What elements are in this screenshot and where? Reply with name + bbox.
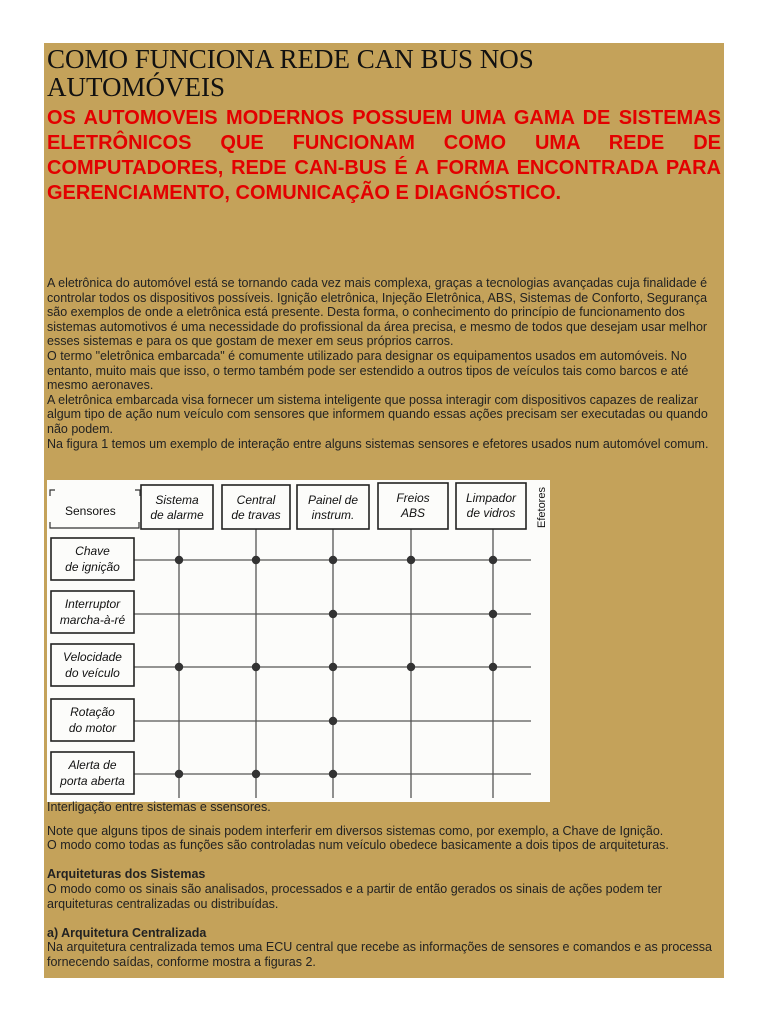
sensor-label: de ignição bbox=[65, 560, 120, 574]
effectors-label: Efetores bbox=[536, 487, 548, 528]
sensor-label: Interruptor bbox=[64, 597, 121, 611]
page-title: COMO FUNCIONA REDE CAN BUS NOS AUTOMÓVEIS bbox=[47, 44, 534, 102]
system-label: Painel de bbox=[307, 493, 359, 507]
system-label: Freios bbox=[396, 491, 430, 505]
system-label: instrum. bbox=[311, 508, 355, 522]
sensor-label: porta aberta bbox=[60, 774, 125, 788]
connection-dot bbox=[252, 663, 260, 671]
connection-dot bbox=[329, 663, 337, 671]
system-label: Limpador bbox=[465, 491, 517, 505]
connection-dot bbox=[329, 770, 337, 778]
paragraph: A eletrônica embarcada visa fornecer um sistema inteligente que possa interagir com dispositivos capazes de realizar algum tipo de ação num veículo com sensores que informem quando essas ações precisam ser executadas ou quando não podem. bbox=[47, 392, 708, 436]
system-label: de alarme bbox=[150, 508, 204, 522]
paragraph: Note que alguns tipos de sinais podem interferir em diversos sistemas como, por exemplo, a Chave de Ignição. bbox=[47, 823, 664, 838]
connection-dot bbox=[489, 610, 497, 618]
paragraph: O modo como os sinais são analisados, processados e a partir de então gerados os sinais de ações podem ter arquiteturas centralizadas ou distribuídas. bbox=[47, 881, 662, 911]
connection-dot bbox=[329, 610, 337, 618]
sensor-label: do motor bbox=[68, 721, 117, 735]
sensor-label: marcha-à-ré bbox=[59, 613, 126, 627]
sensor-label: do veículo bbox=[65, 666, 120, 680]
connection-dot bbox=[329, 556, 337, 564]
figure-caption: Interligação entre sistemas e ssensores. bbox=[47, 800, 271, 814]
page-subtitle: OS AUTOMOVEIS MODERNOS POSSUEM UMA GAMA DE SISTEMAS ELETRÔNICOS QUE FUNCIONAM COMO UMA REDE DE COMPUTADORES, REDE CAN-BUS É A FORMA ENCONTRADA PARA GERENCIAMENTO, COMUNICAÇÃO E DIAGNÓSTICO. bbox=[47, 107, 721, 204]
system-label: ABS bbox=[400, 506, 426, 520]
system-box bbox=[141, 485, 213, 529]
connection-dot bbox=[407, 663, 415, 671]
figure-1 bbox=[47, 480, 550, 814]
effectors-header bbox=[536, 487, 548, 528]
connection-dot bbox=[252, 770, 260, 778]
system-label: Sistema bbox=[155, 493, 199, 507]
paragraph: Na figura 1 temos um exemplo de interação entre alguns sistemas sensores e efetores usados num automóvel comum. bbox=[47, 436, 709, 451]
connection-dot bbox=[407, 556, 415, 564]
connection-dot bbox=[252, 556, 260, 564]
system-label: de vidros bbox=[466, 506, 516, 520]
connection-dot bbox=[329, 717, 337, 725]
paragraph: O modo como todas as funções são controladas num veículo obedece basicamente a dois tipos de arquiteturas. bbox=[47, 838, 669, 853]
subsection-heading: a) Arquitetura Centralizada bbox=[47, 925, 207, 940]
system-box bbox=[222, 485, 290, 529]
sensor-label: Chave bbox=[75, 544, 110, 558]
connection-dot bbox=[489, 556, 497, 564]
system-box bbox=[297, 485, 369, 529]
body-text bbox=[47, 809, 723, 970]
paragraph: A eletrônica do automóvel está se tornando cada vez mais complexa, graças a tecnologias avançadas cuja finalidade é controlar todos os dispositivos possíveis. Ignição eletrônica, Injeção Eletrônica, ABS, Sistemas de Conforto, Segurança são exemplos de onde a eletrônica está presente. Desta forma, o conhecimento do princípio de funcionamento dos sistemas automotivos é uma necessidade do profissional da área precisa, e mesmo de todos que desejam usar melhor esses sistemas e para os que gostam de mexer em seus próprios carros. bbox=[47, 276, 708, 349]
section-heading: Arquiteturas dos Sistemas bbox=[47, 867, 206, 882]
figure-systems bbox=[141, 483, 526, 529]
system-label: Central bbox=[236, 493, 276, 507]
document-page bbox=[44, 43, 724, 978]
paragraph: O termo "eletrônica embarcada" é comumente utilizado para designar os equipamentos usados em automóveis. No entanto, muito mais que isso, o termo também pode ser estendido a outros tipos de veículos tais como barcos e até mesmo aeronaves. bbox=[47, 348, 689, 393]
paragraph: Na arquitetura centralizada temos uma ECU central que recebe as informações de sensores e comandos e as processa fornecendo saídas, conforme mostra a figuras 2. bbox=[47, 940, 712, 969]
system-label: de travas bbox=[231, 508, 281, 522]
intro-text bbox=[47, 276, 723, 451]
sensors-label: Sensores bbox=[65, 504, 116, 518]
sensor-label: Rotação bbox=[70, 705, 115, 719]
sensor-label: Alerta de bbox=[68, 758, 117, 772]
connection-dot bbox=[175, 663, 183, 671]
connection-dot bbox=[489, 663, 497, 671]
figure-sensors bbox=[51, 538, 134, 794]
connection-dot bbox=[175, 770, 183, 778]
connection-dot bbox=[175, 556, 183, 564]
sensors-header bbox=[50, 490, 140, 528]
sensor-label: Velocidade bbox=[63, 650, 122, 664]
figure-diagram bbox=[47, 480, 550, 802]
